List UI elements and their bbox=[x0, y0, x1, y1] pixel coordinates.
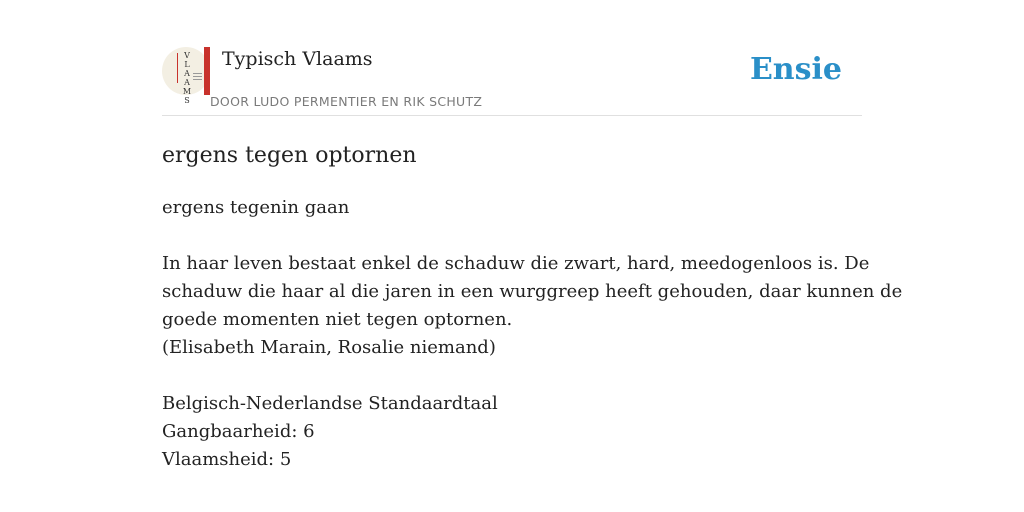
entry-card bbox=[162, 44, 903, 474]
ensie-brand-link[interactable]: Ensie bbox=[749, 52, 842, 87]
vlaamsheid-label: Vlaamsheid: 5 bbox=[162, 449, 292, 470]
definition-text: ergens tegenin gaan bbox=[162, 197, 350, 218]
site-title-link[interactable]: Typisch Vlaams bbox=[222, 48, 373, 70]
logo-letters: V L A A M S bbox=[182, 51, 192, 105]
gangbaarheid-label: Gangbaarheid: 6 bbox=[162, 421, 315, 442]
header bbox=[162, 44, 862, 116]
example-line: schaduw die haar al die jaren in een wurggreep heeft gehouden, daar kunnen de bbox=[162, 281, 903, 302]
example-source: (Elisabeth Marain, Rosalie niemand) bbox=[162, 337, 496, 358]
term-title: ergens tegen optornen bbox=[162, 143, 417, 168]
logo-red-strip bbox=[204, 47, 210, 95]
logo-tiny-text bbox=[193, 73, 202, 74]
example-line: goede momenten niet tegen optornen. bbox=[162, 309, 513, 330]
logo-line bbox=[177, 53, 178, 83]
language-label: Belgisch-Nederlandse Standaardtaal bbox=[162, 393, 498, 414]
vlaams-logo-icon[interactable] bbox=[162, 47, 210, 105]
byline: DOOR LUDO PERMENTIER EN RIK SCHUTZ bbox=[210, 94, 483, 109]
example-block bbox=[162, 250, 903, 362]
meta-block bbox=[162, 390, 862, 474]
example-line: In haar leven bestaat enkel de schaduw die zwart, hard, meedogenloos is. De bbox=[162, 253, 870, 274]
